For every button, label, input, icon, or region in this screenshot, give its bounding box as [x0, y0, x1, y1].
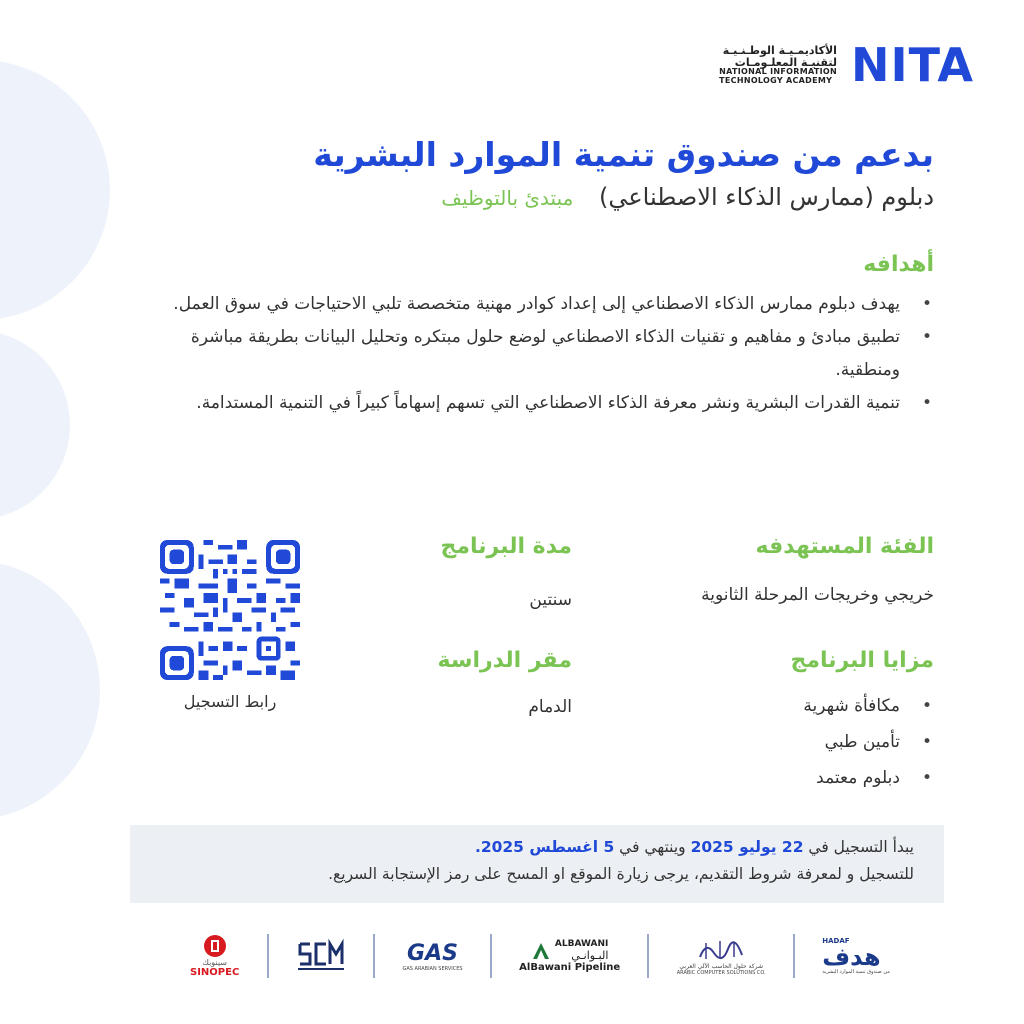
notice-line1	[475, 838, 914, 856]
background-circle	[0, 560, 100, 820]
background-circle	[0, 330, 70, 520]
subtitle	[441, 183, 934, 211]
duration-value: سنتين	[529, 590, 572, 610]
gas-logo	[402, 941, 462, 972]
separator	[793, 934, 795, 978]
goal-item: • تنمية القدرات البشرية ونشر معرفة الذكاء الاصطناعي التي تسهم إسهاماً كبيراً في التنمية المستدامة.	[140, 387, 900, 420]
albawani-logo	[519, 939, 620, 973]
hadaf-en: HADAF	[822, 937, 850, 945]
partner-logos	[190, 928, 890, 984]
hadaf-logo	[822, 937, 890, 975]
benefit-item: • مكافأة شهرية	[803, 688, 900, 724]
benefits-list	[803, 688, 900, 796]
sinopec-emblem-icon	[203, 934, 227, 958]
logo-en-line2: TECHNOLOGY ACADEMY	[719, 75, 833, 85]
albawani-ar: البـوانـي	[571, 949, 609, 962]
sinopec-ar: سينوبك	[202, 958, 227, 967]
logo-text	[719, 45, 837, 85]
nita-logo	[719, 38, 974, 92]
sinopec-logo	[190, 934, 239, 978]
albawani-emblem-icon	[531, 941, 551, 961]
arabic-computer-en: ARABIC COMPUTER SOLUTIONS CO.	[676, 969, 766, 976]
location-heading: مقر الدراسة	[437, 648, 572, 673]
target-value: خريجي وخريجات المرحلة الثانوية	[701, 585, 934, 605]
hadaf-ar: هدف	[822, 943, 881, 971]
hadaf-small: من صندوق تنمية الموارد البشرية	[822, 969, 890, 975]
separator	[490, 934, 492, 978]
arabic-calligraphy-icon	[696, 937, 746, 963]
albawani-text	[555, 939, 609, 962]
arabic-computer-logo	[677, 937, 766, 976]
albawani-en: ALBAWANI	[554, 939, 609, 949]
goal-item: • يهدف دبلوم ممارس الذكاء الاصطناعي إلى إعداد كوادر مهنية متخصصة تلبي الاحتياجات في سوق العمل.	[140, 288, 900, 321]
page-title: بدعم من صندوق تنمية الموارد البشرية	[313, 135, 934, 174]
diploma-tag: مبتدئ بالتوظيف	[441, 186, 574, 210]
registration-notice	[130, 825, 944, 903]
goals-list	[140, 288, 900, 420]
gas-small: GAS ARABIAN SERVICES	[402, 965, 463, 972]
logo-en-line1: NATIONAL INFORMATION	[719, 67, 837, 77]
goal-item: • تطبيق مبادئ و مفاهيم و تقنيات الذكاء الاصطناعي لوضع حلول مبتكره وتحليل البيانات بطريقة مباشرة ومنطقية.	[140, 321, 900, 387]
logo-ar-line2: لتقنيـة المعلـومـات	[734, 55, 837, 69]
notice-line2: للتسجيل و لمعرفة شروط التقديم، يرجى زيارة الموقع او المسح على رمز الإستجابة السريع.	[328, 865, 914, 883]
logo-ar-line1: الأكاديمـيـة الوطـنـيـة	[722, 44, 837, 58]
location-value: الدمام	[528, 697, 572, 717]
sinopec-name: SINOPEC	[190, 967, 240, 978]
qr-label: رابط التسجيل	[183, 692, 277, 711]
benefit-item: • تأمين طبي	[803, 724, 900, 760]
scm-emblem-icon	[296, 936, 346, 976]
registration-qr-code[interactable]	[160, 540, 300, 680]
end-date: 5 اغسطس 2025.	[474, 838, 615, 856]
arabic-computer-ar: شركة حلول الحاسب الآلي العربي	[679, 962, 764, 970]
duration-heading: مدة البرنامج	[440, 534, 572, 559]
separator	[267, 934, 269, 978]
albawani-pipeline: AlBawani Pipeline	[519, 962, 621, 973]
nita-wordmark: NITA	[850, 38, 974, 92]
goals-heading: أهدافه	[863, 252, 934, 277]
notice-text: يبدأ التسجيل في	[803, 838, 914, 856]
benefits-heading: مزايا البرنامج	[790, 648, 934, 673]
albawani-top	[531, 939, 609, 962]
target-heading: الفئة المستهدفه	[755, 534, 934, 559]
notice-text: وينتهي في	[614, 838, 691, 856]
diploma-name: دبلوم (ممارس الذكاء الاصطناعي)	[598, 183, 934, 211]
start-date: 22 يوليو 2025	[690, 838, 804, 856]
gas-name: GAS	[407, 940, 458, 966]
background-circle	[0, 60, 110, 320]
scm-logo	[296, 936, 346, 976]
separator	[647, 934, 649, 978]
benefit-item: • دبلوم معتمد	[803, 760, 900, 796]
separator	[373, 934, 375, 978]
